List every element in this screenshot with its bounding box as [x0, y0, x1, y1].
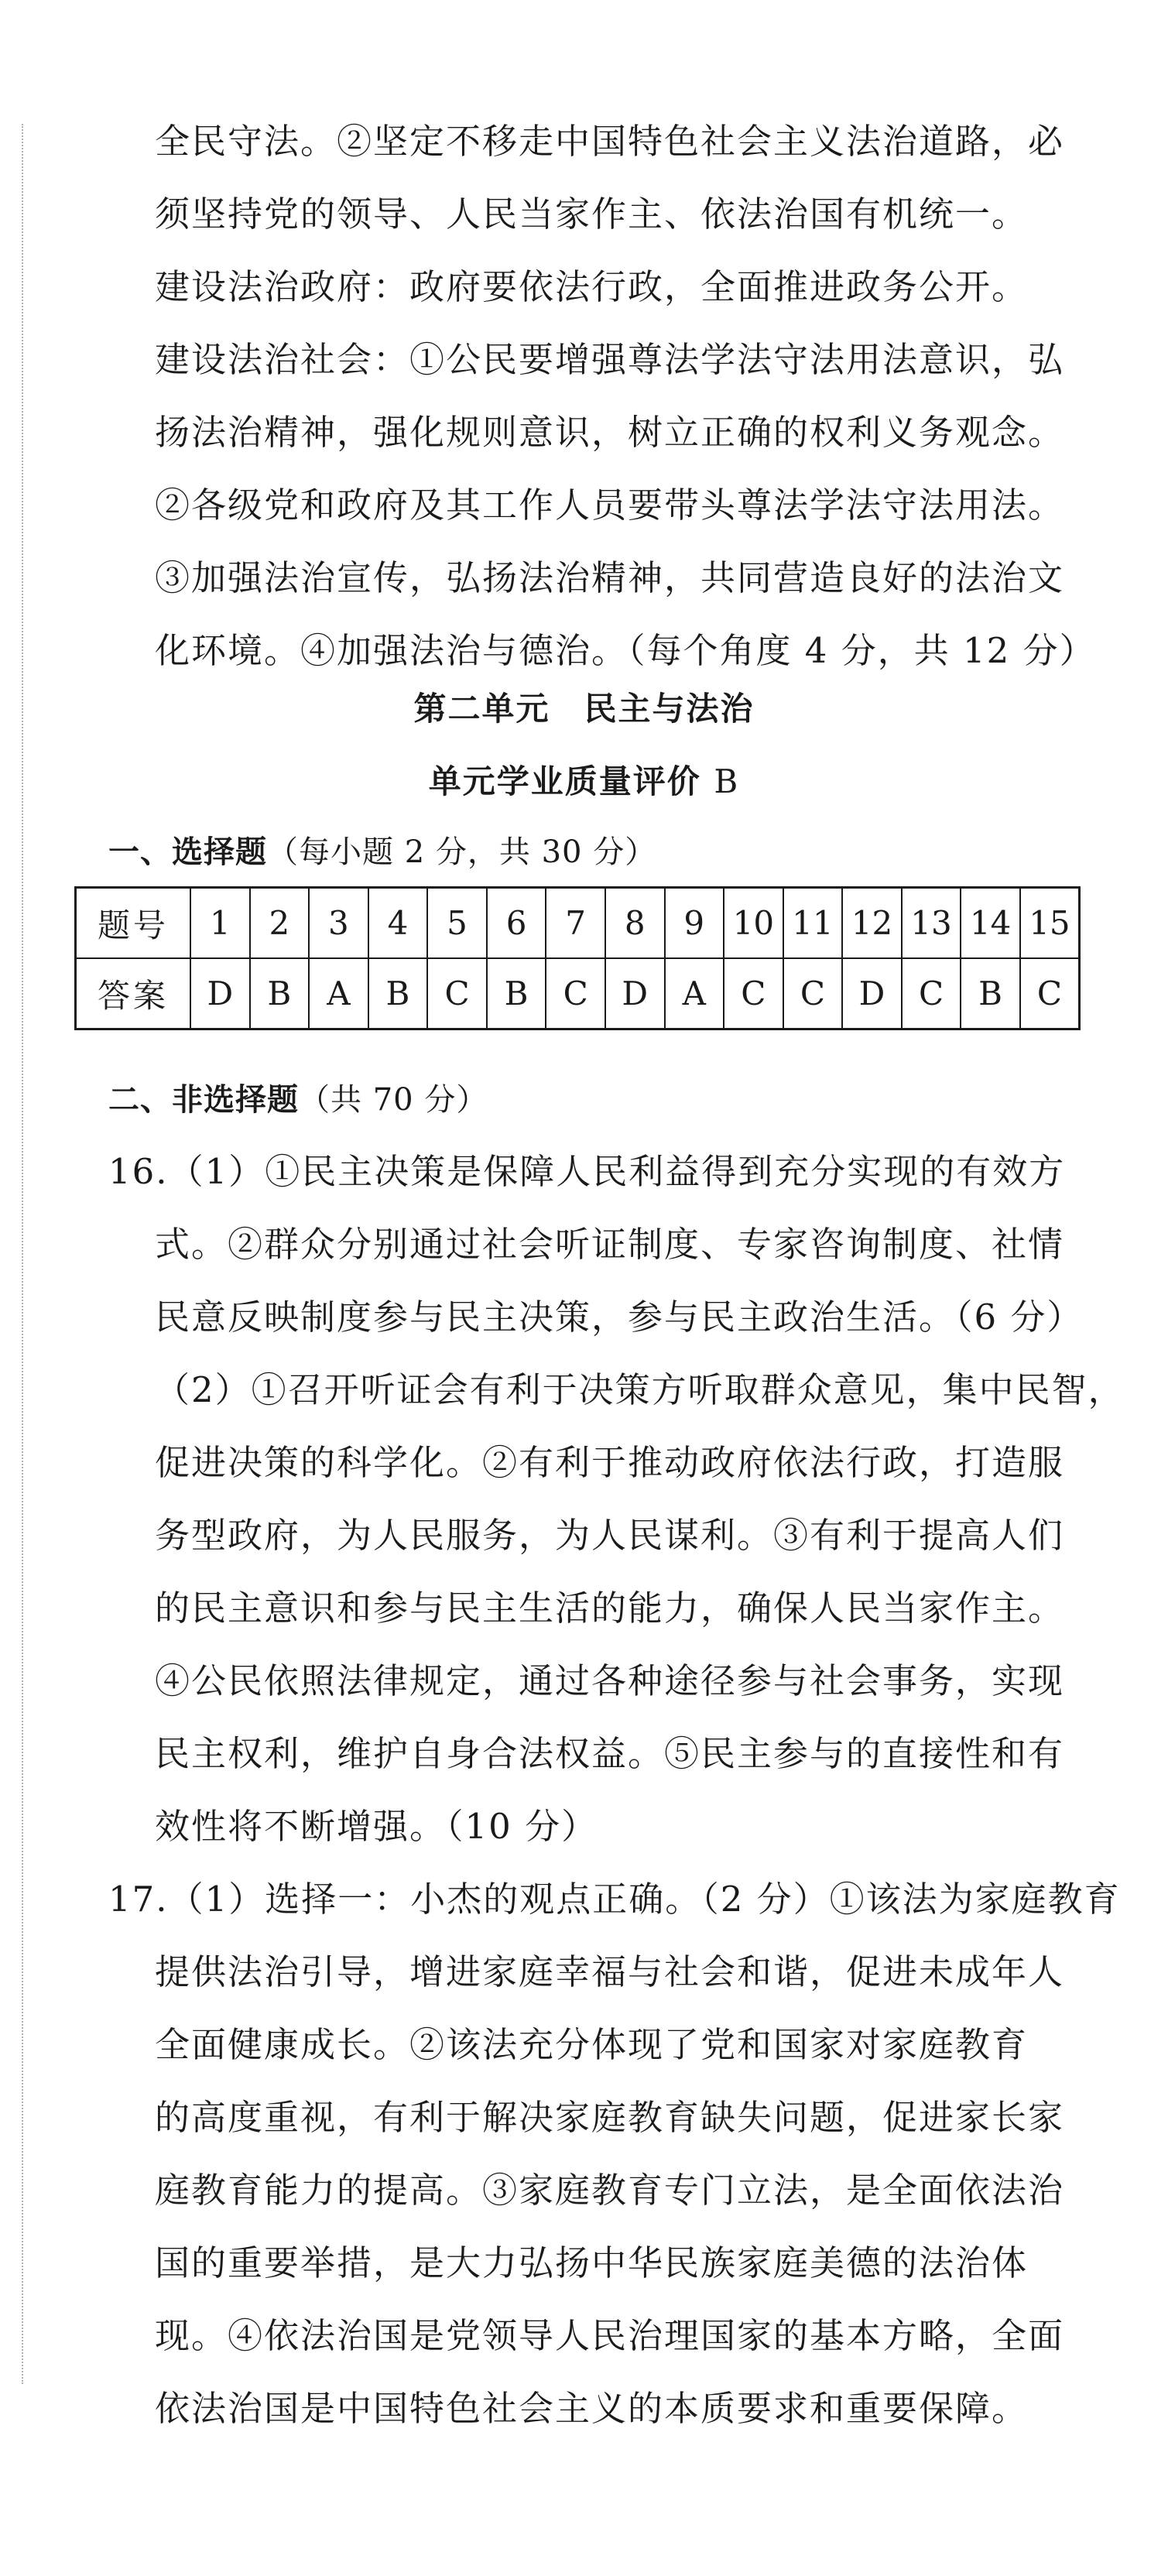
- question-number: 14: [961, 888, 1020, 959]
- section-heading-choice: [108, 831, 656, 874]
- text-line: 全民守法。②坚定不移走中国特色社会主义法治道路，必: [155, 121, 1065, 162]
- text-line: 扬法治精神，强化规则意识，树立正确的权利义务观念。: [155, 412, 1065, 453]
- q17-line: 全面健康成长。②该法充分体现了党和国家对家庭教育: [155, 2024, 1029, 2065]
- q16-line: 民意反映制度参与民主决策，参与民主政治生活。（6 分）: [155, 1297, 1084, 1338]
- evaluation-title-suffix: B: [714, 762, 740, 800]
- unit-title: 第二单元 民主与法治: [413, 690, 755, 728]
- question-number: 11: [783, 888, 843, 959]
- q17-line: 17.（1）选择一：小杰的观点正确。（2 分）①该法为家庭教育: [108, 1879, 1121, 1920]
- answer-row: [76, 958, 1080, 1029]
- answer-cell: B: [487, 958, 546, 1029]
- answer-cell: A: [665, 958, 724, 1029]
- q16-line: ④公民依照法律规定，通过各种途径参与社会事务，实现: [155, 1660, 1065, 1701]
- q16-line: 效性将不断增强。（10 分）: [155, 1806, 598, 1847]
- q17-line: 提供法治引导，增进家庭幸福与社会和谐，促进未成年人: [155, 1951, 1065, 1992]
- section-title: 二、非选择题: [108, 1081, 299, 1118]
- q17-line: 的高度重视，有利于解决家庭教育缺失问题，促进家长家: [155, 2097, 1065, 2138]
- page-edge-rule: [22, 124, 23, 2384]
- q17-line: 现。④依法治国是党领导人民治理国家的基本方略，全面: [155, 2315, 1065, 2356]
- text-line: ③加强法治宣传，弘扬法治精神，共同营造良好的法治文: [155, 557, 1065, 598]
- question-number: 3: [309, 888, 368, 959]
- question-number: 2: [250, 888, 310, 959]
- question-number: 1: [190, 888, 250, 959]
- evaluation-title-text: 单元学业质量评价: [428, 762, 701, 800]
- q17-line: 依法治国是中国特色社会主义的本质要求和重要保障。: [155, 2388, 1029, 2429]
- answer-cell: D: [605, 958, 665, 1029]
- answer-cell: D: [190, 958, 250, 1029]
- q16-line: （2）①召开听证会有利于决策方听取群众意见，集中民智，: [155, 1369, 1125, 1410]
- question-number: 7: [546, 888, 605, 959]
- question-number: 8: [605, 888, 665, 959]
- q16-line: 务型政府，为人民服务，为人民谋利。③有利于提高人们: [155, 1515, 1065, 1556]
- row-label: 答案: [76, 958, 191, 1029]
- text-line: ②各级党和政府及其工作人员要带头尊法学法守法用法。: [155, 485, 1065, 526]
- answer-cell: C: [783, 958, 843, 1029]
- answer-cell: C: [546, 958, 605, 1029]
- text-line: 建设法治社会：①公民要增强尊法学法守法用法意识，弘: [155, 339, 1065, 380]
- question-number: 4: [368, 888, 428, 959]
- answer-cell: C: [1020, 958, 1080, 1029]
- answer-cell: A: [309, 958, 368, 1029]
- question-number: 6: [487, 888, 546, 959]
- evaluation-title: [0, 760, 1168, 803]
- text-line: 须坚持党的领导、人民当家作主、依法治国有机统一。: [155, 194, 1029, 235]
- question-number: 13: [902, 888, 961, 959]
- answer-cell: C: [902, 958, 961, 1029]
- answer-cell: B: [961, 958, 1020, 1029]
- q16-line: 式。②群众分别通过社会听证制度、专家咨询制度、社情: [155, 1224, 1065, 1265]
- answer-cell: D: [842, 958, 902, 1029]
- question-number-row: [76, 888, 1080, 959]
- q16-line: 的民主意识和参与民主生活的能力，确保人民当家作主。: [155, 1588, 1065, 1629]
- q17-line: 国的重要举措，是大力弘扬中华民族家庭美德的法治体: [155, 2242, 1029, 2283]
- q17-line: 庭教育能力的提高。③家庭教育专门立法，是全面依法治: [155, 2170, 1065, 2211]
- section-note: （共 70 分）: [299, 1082, 488, 1118]
- answer-cell: B: [368, 958, 428, 1029]
- question-number: 9: [665, 888, 724, 959]
- question-number: 10: [724, 888, 783, 959]
- section-title: 一、选择题: [108, 834, 267, 870]
- answer-cell: B: [250, 958, 310, 1029]
- row-label: 题号: [76, 888, 191, 959]
- q16-line: 促进决策的科学化。②有利于推动政府依法行政，打造服: [155, 1442, 1065, 1483]
- text-line: 建设法治政府：政府要依法行政，全面推进政务公开。: [155, 266, 1029, 307]
- question-number: 15: [1020, 888, 1080, 959]
- section-heading-nonchoice: [108, 1078, 488, 1122]
- q16-line: 民主权利，维护自身合法权益。⑤民主参与的直接性和有: [155, 1733, 1065, 1774]
- text-line: 化环境。④加强法治与德治。（每个角度 4 分，共 12 分）: [155, 630, 1096, 671]
- question-number: 5: [427, 888, 487, 959]
- answer-cell: C: [427, 958, 487, 1029]
- q16-line: 16.（1）①民主决策是保障人民利益得到充分实现的有效方: [108, 1151, 1066, 1192]
- answer-cell: C: [724, 958, 783, 1029]
- section-note: （每小题 2 分，共 30 分）: [267, 834, 657, 870]
- question-number: 12: [842, 888, 902, 959]
- answer-table: [74, 886, 1081, 1030]
